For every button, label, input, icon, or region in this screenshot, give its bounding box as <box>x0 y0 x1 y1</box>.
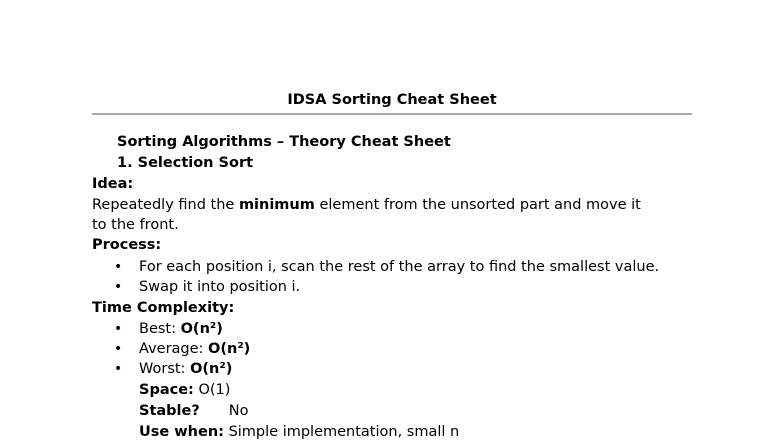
bullet-icon: • <box>114 341 123 357</box>
time-item-best <box>139 319 223 339</box>
stable-label: Stable? <box>139 403 200 419</box>
section-heading: Sorting Algorithms – Theory Cheat Sheet <box>117 134 451 150</box>
stable-line <box>139 401 248 421</box>
time-item-value: O(n²) <box>208 341 251 357</box>
time-item-label: Best: <box>139 321 181 337</box>
space-line <box>139 380 230 400</box>
stable-value: No <box>228 403 249 419</box>
time-item-worst <box>139 359 232 379</box>
bullet-icon: • <box>114 259 123 275</box>
process-item: Swap it into position i. <box>139 279 301 295</box>
use-when-line <box>139 422 459 442</box>
idea-paragraph-line-2: to the front. <box>92 217 179 233</box>
bullet-icon: • <box>114 361 123 377</box>
bullet-icon: • <box>114 321 123 337</box>
subsection-heading: 1. Selection Sort <box>117 155 254 171</box>
time-item-label: Average: <box>139 341 209 357</box>
idea-text: Repeatedly find the <box>92 197 239 213</box>
space-label: Space: <box>139 382 194 398</box>
page-header-title: IDSA Sorting Cheat Sheet <box>287 92 497 108</box>
idea-paragraph-line-1 <box>92 195 641 215</box>
process-item: For each position i, scan the rest of the array to find the smallest value. <box>139 259 660 275</box>
time-item-value: O(n²) <box>190 361 233 377</box>
use-when-value: Simple implementation, small n <box>223 424 460 440</box>
process-label: Process: <box>92 237 162 253</box>
time-complexity-label: Time Complexity: <box>92 300 235 316</box>
time-item-average <box>139 339 250 359</box>
header-divider <box>92 113 692 115</box>
use-when-label: Use when: <box>139 424 224 440</box>
space-value: O(1) <box>193 382 231 398</box>
idea-emphasis: minimum <box>238 197 315 213</box>
idea-text-continued: element from the unsorted part and move it <box>314 197 641 213</box>
idea-label: Idea: <box>92 176 134 192</box>
time-item-label: Worst: <box>139 361 191 377</box>
time-item-value: O(n²) <box>180 321 223 337</box>
bullet-icon: • <box>114 279 123 295</box>
